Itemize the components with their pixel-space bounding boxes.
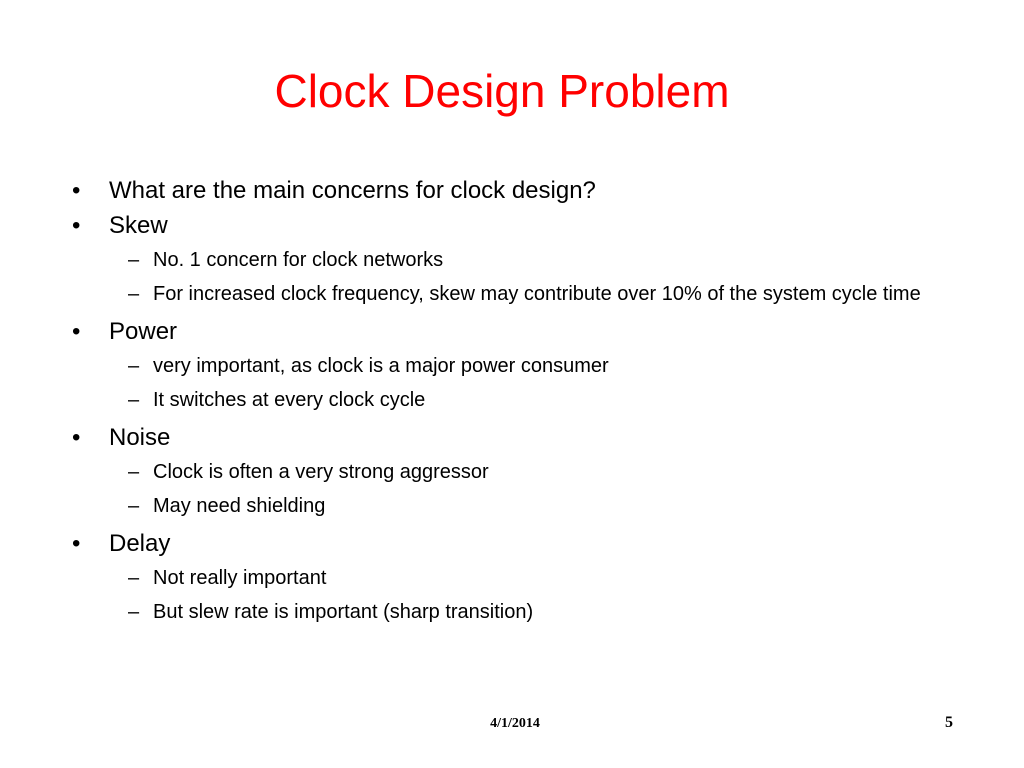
sub-bullet-item (72, 599, 932, 625)
sub-bullet-item (72, 565, 932, 591)
slide-title: Clock Design Problem (274, 65, 730, 117)
bullet-item (72, 421, 932, 455)
sub-bullet-group (72, 247, 932, 307)
sub-bullet-text: Not really important (153, 567, 327, 589)
sub-bullet-item (72, 493, 932, 519)
sub-bullet-text: But slew rate is important (sharp transition) (153, 601, 534, 623)
sub-bullet-group (72, 353, 932, 413)
sub-bullet-text: Clock is often a very strong aggressor (153, 461, 489, 483)
bullet-text: Skew (109, 212, 168, 239)
bullet-item (72, 174, 932, 208)
sub-bullet-text: very important, as clock is a major power consumer (153, 355, 609, 377)
bullet-item (72, 315, 932, 349)
dash-icon: – (128, 389, 140, 411)
dash-icon: – (128, 495, 140, 517)
page-number: 5 (945, 714, 953, 731)
bullet-text: Noise (109, 424, 171, 451)
bullet-list (72, 174, 932, 633)
bullet-icon: • (72, 212, 81, 239)
dash-icon: – (128, 567, 140, 589)
dash-icon: – (128, 355, 140, 377)
sub-bullet-group (72, 565, 932, 625)
bullet-text: Power (109, 318, 178, 345)
bullet-icon: • (72, 424, 81, 451)
dash-icon: – (128, 249, 140, 271)
bullet-text: Delay (109, 530, 171, 557)
sub-bullet-text: May need shielding (153, 495, 326, 517)
bullet-text: What are the main concerns for clock design? (109, 177, 596, 204)
bullet-item (72, 209, 932, 243)
bullet-icon: • (72, 318, 81, 345)
dash-icon: – (128, 601, 140, 623)
bullet-icon: • (72, 177, 81, 204)
footer-date: 4/1/2014 (490, 716, 540, 731)
sub-bullet-item (72, 387, 932, 413)
sub-bullet-text: No. 1 concern for clock networks (153, 249, 444, 271)
sub-bullet-group (72, 459, 932, 519)
sub-bullet-item (72, 459, 932, 485)
sub-bullet-item (72, 281, 932, 307)
sub-bullet-item (72, 353, 932, 379)
dash-icon: – (128, 283, 140, 305)
sub-bullet-text: For increased clock frequency, skew may contribute over 10% of the system cycle time (153, 283, 921, 305)
sub-bullet-text: It switches at every clock cycle (153, 389, 426, 411)
sub-bullet-item (72, 247, 932, 273)
bullet-icon: • (72, 530, 81, 557)
dash-icon: – (128, 461, 140, 483)
bullet-item (72, 527, 932, 561)
